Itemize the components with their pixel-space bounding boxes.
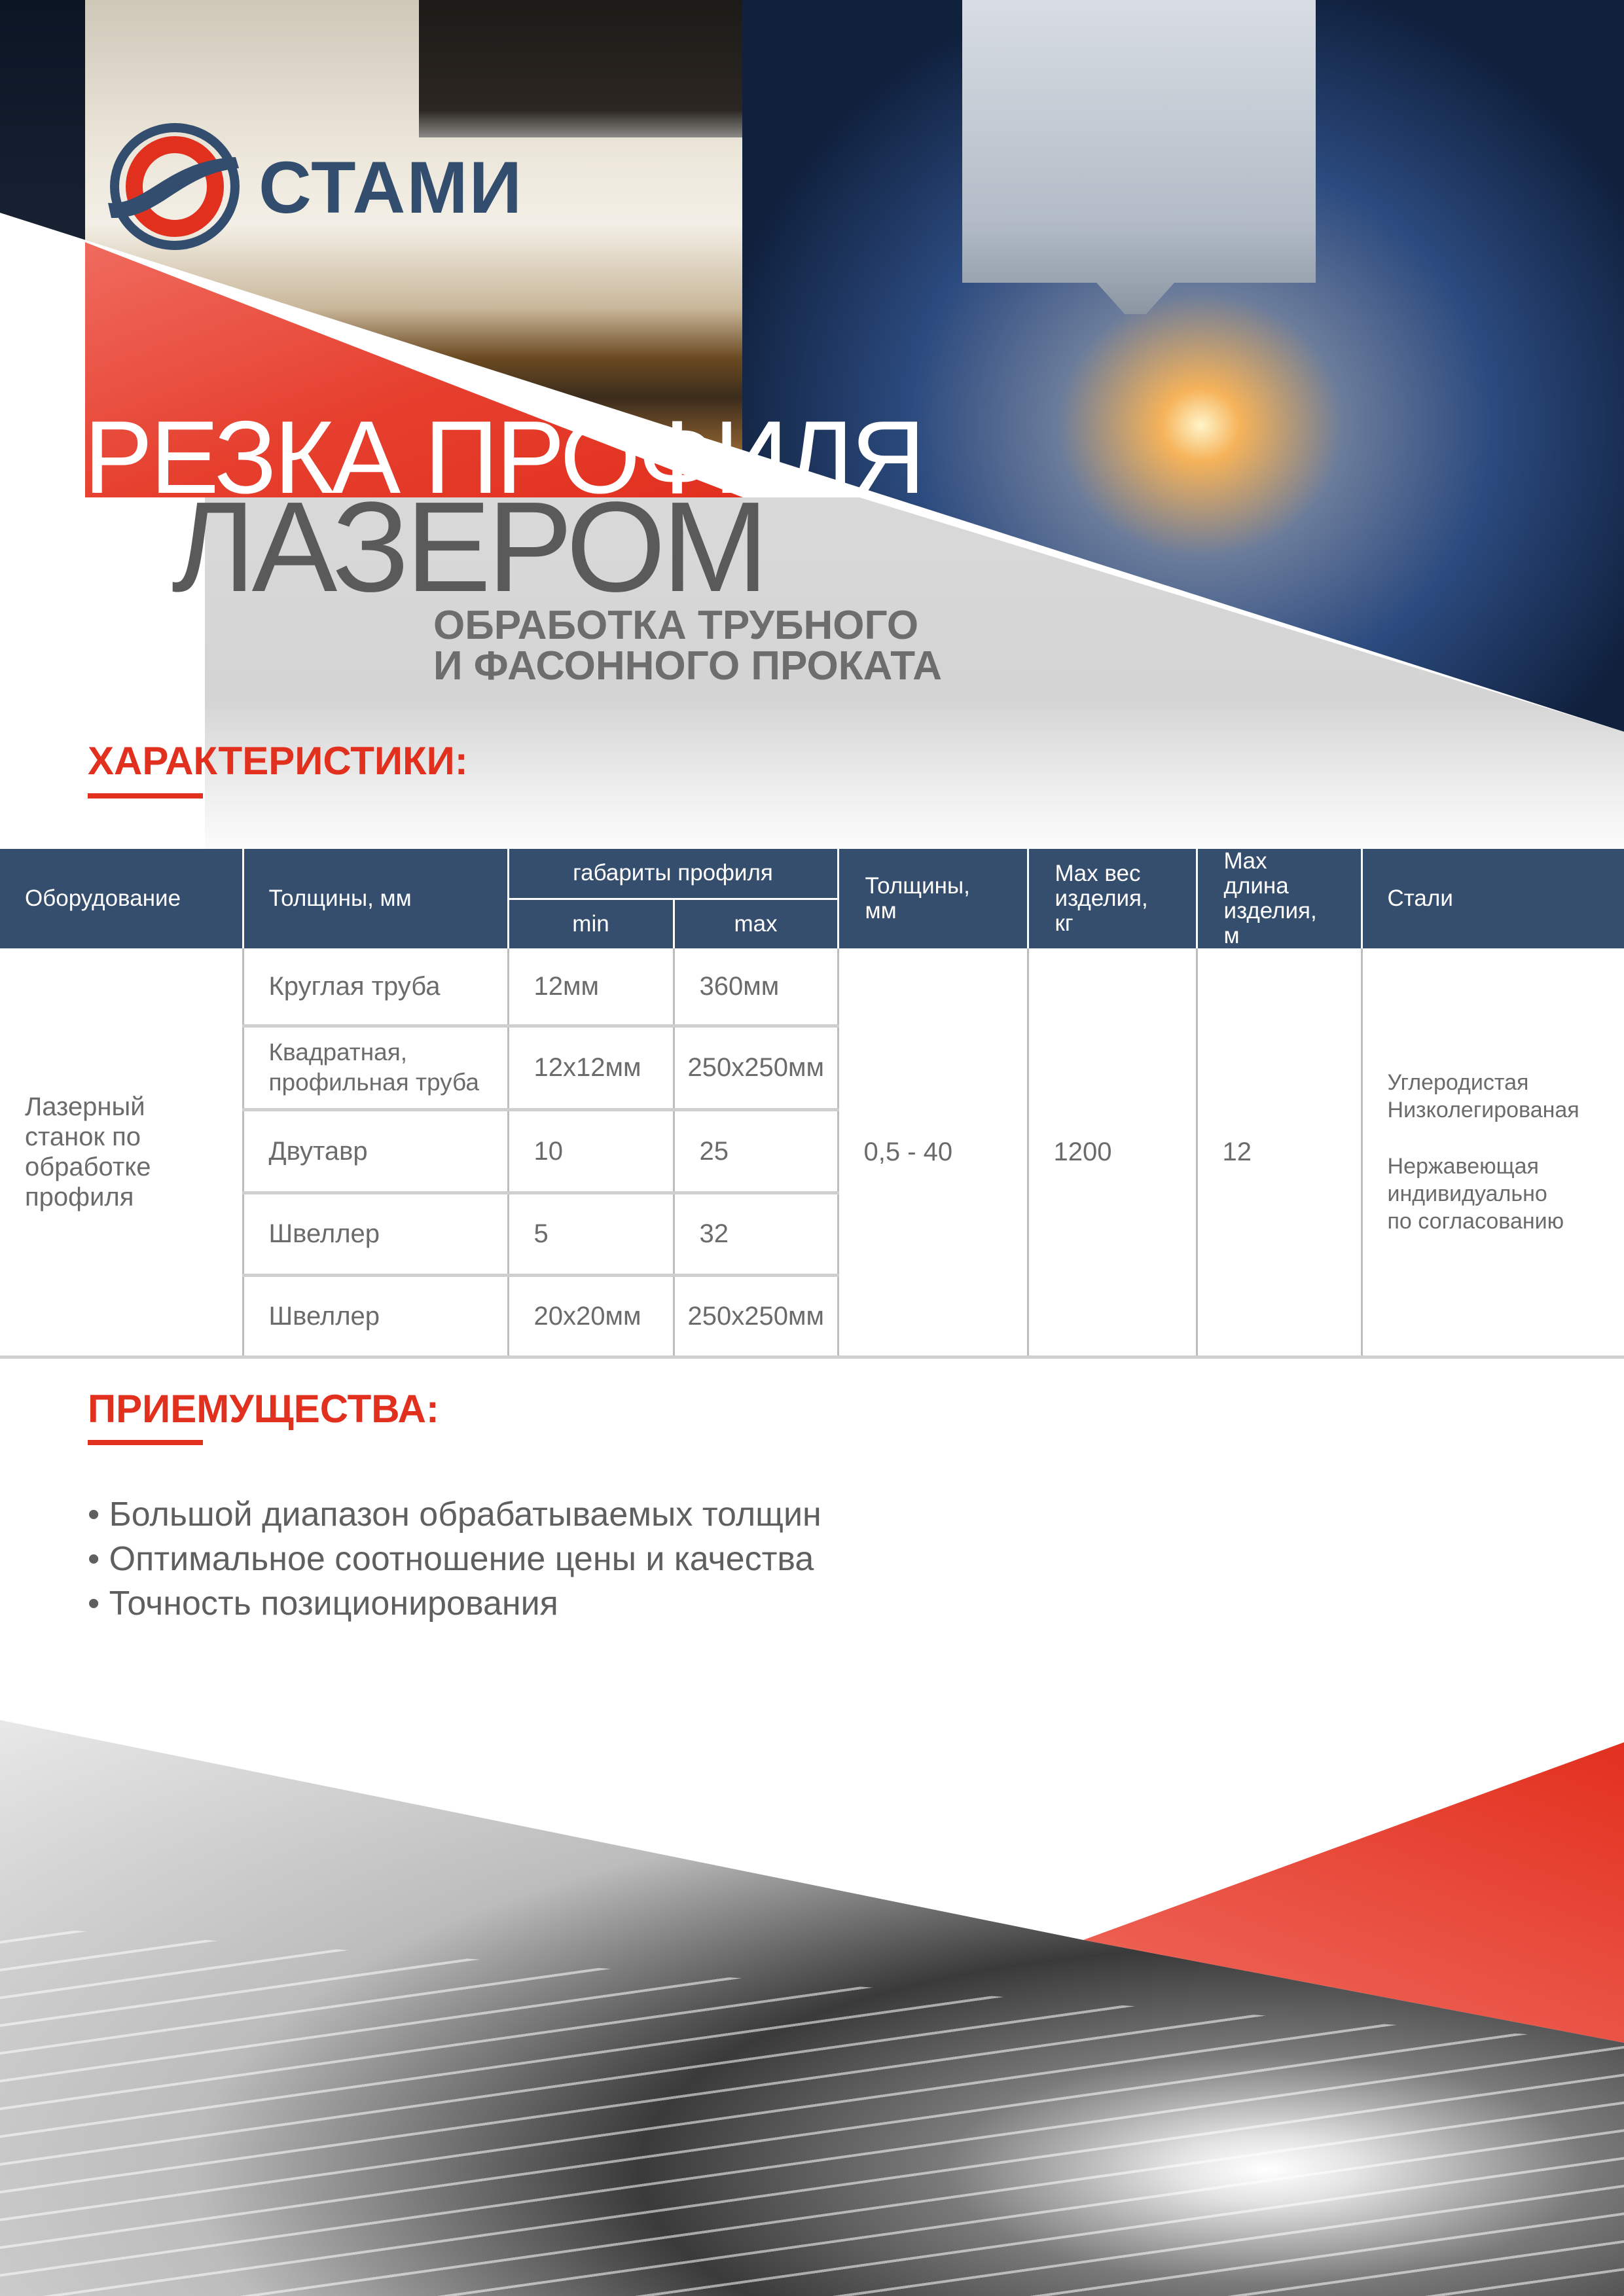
max-weight-cell: 1200	[1028, 948, 1197, 1357]
advantages-heading: ПРИЕМУЩЕСТВА:	[88, 1387, 439, 1431]
specs-heading: ХАРАКТЕРИСТИКИ:	[88, 739, 468, 783]
max-cell: 32	[674, 1193, 838, 1275]
header-max-length: Max длина изделия, м	[1197, 849, 1362, 948]
thickness-cell: 0,5 - 40	[838, 948, 1028, 1357]
header-profile-dims: габариты профиля	[508, 849, 838, 899]
max-cell: 25	[674, 1109, 838, 1193]
min-cell: 10	[508, 1109, 674, 1193]
specs-table	[0, 849, 1624, 1359]
header-steels: Стали	[1362, 849, 1624, 948]
profile-cell: Швеллер	[243, 1193, 508, 1275]
profile-cell: Круглая труба	[243, 948, 508, 1026]
max-cell: 360мм	[674, 948, 838, 1026]
hero-title-line1: РЕЗКА ПРОФИЛЯ	[84, 400, 923, 515]
header-max-weight: Max вес изделия, кг	[1028, 849, 1197, 948]
brand-name: СТАМИ	[259, 147, 524, 228]
header-equipment: Оборудование	[0, 849, 243, 948]
list-item: • Оптимальное соотношение цены и качества	[88, 1537, 821, 1581]
steels-cell	[1362, 948, 1624, 1357]
profile-cell: Квадратная, профильная труба	[243, 1026, 508, 1109]
advantages-heading-underline	[88, 1440, 203, 1445]
equipment-cell: Лазерный станок по обработке профиля	[0, 948, 243, 1357]
specs-heading-underline	[88, 793, 203, 798]
max-length-cell: 12	[1197, 948, 1362, 1357]
min-cell: 5	[508, 1193, 674, 1275]
profile-cell: Двутавр	[243, 1109, 508, 1193]
header-max: max	[674, 899, 838, 948]
hero-subtitle	[433, 605, 942, 687]
steel-note-2: по согласованию	[1387, 1208, 1564, 1234]
profile-cell: Швеллер	[243, 1275, 508, 1357]
steel-stainless: Нержавеющая	[1387, 1153, 1539, 1179]
min-cell: 20x20мм	[508, 1275, 674, 1357]
steel-note-1: индивидуально	[1387, 1181, 1547, 1206]
hero-title-line2: ЛАЗЕРОМ	[171, 475, 765, 619]
header-thickness: Толщины, мм	[243, 849, 508, 948]
advantages-list	[88, 1492, 821, 1626]
steel-low-alloy: Низколегированая	[1387, 1097, 1579, 1122]
min-cell: 12x12мм	[508, 1026, 674, 1109]
min-cell: 12мм	[508, 948, 674, 1026]
table-row	[0, 948, 1624, 1026]
list-item: • Точность позиционирования	[88, 1581, 821, 1626]
subtitle-line1: ОБРАБОТКА ТРУБНОГО	[433, 603, 919, 648]
header-min: min	[508, 899, 674, 948]
header-photo-pipe-shadow	[419, 0, 743, 137]
max-cell: 250x250мм	[674, 1275, 838, 1357]
steel-carbon: Углеродистая	[1387, 1069, 1529, 1095]
list-item: • Большой диапазон обрабатываемых толщин	[88, 1492, 821, 1537]
header-thickness-2: Толщины, мм	[838, 849, 1028, 948]
laser-head-image	[962, 0, 1316, 314]
max-cell: 250x250мм	[674, 1026, 838, 1109]
subtitle-line2: И ФАСОННОГО ПРОКАТА	[433, 643, 942, 689]
